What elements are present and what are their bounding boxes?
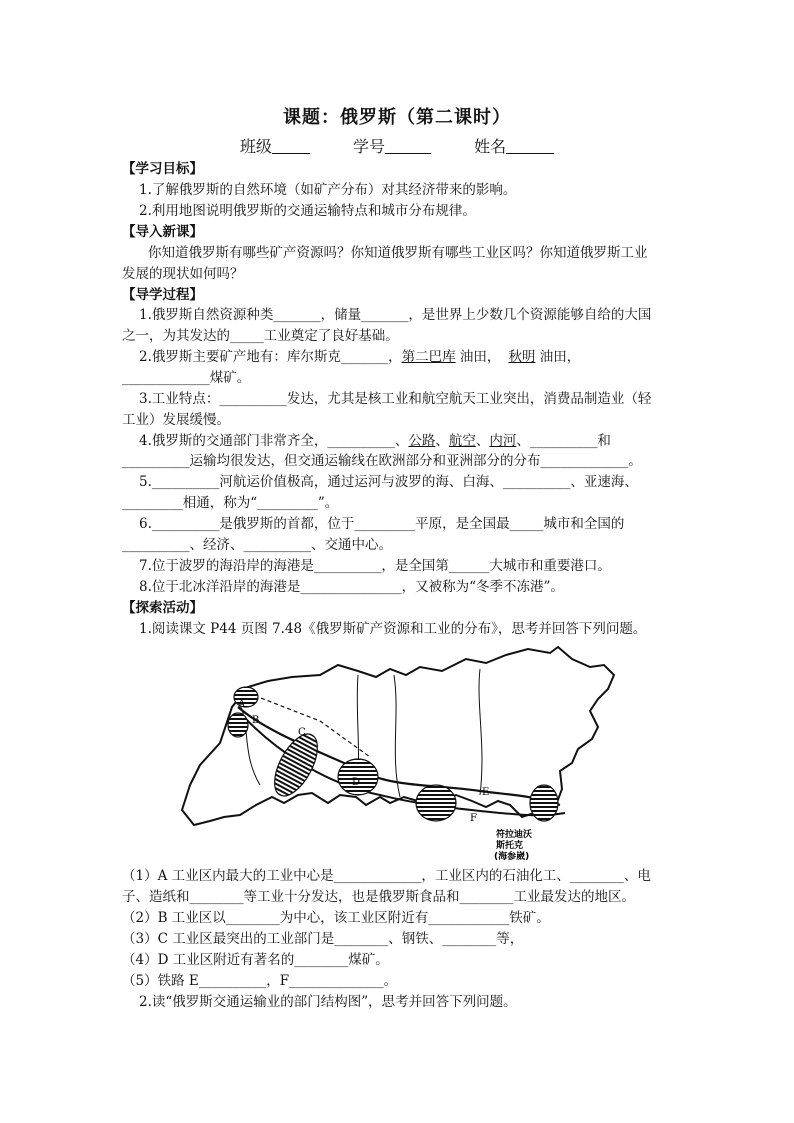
process-1b: 之一，为其发达的_____工业奠定了良好基础。 [122, 328, 399, 344]
process-4a-sep-1: 、 [435, 433, 449, 449]
process-5b: _________相通，称为“_________”。 [122, 495, 339, 511]
name-blank[interactable] [506, 137, 554, 154]
river-lena [479, 669, 482, 795]
process-2a-part3: 油田， [455, 349, 501, 365]
industrial-region-c [266, 727, 326, 802]
process-2a-underlined-1: 第二巴库 [401, 349, 456, 365]
intro-line-2: 发展的现状如何吗？ [122, 266, 244, 282]
industrial-region-b [228, 713, 248, 737]
process-4a [139, 432, 611, 450]
map-label-city-1: 符拉迪沃 [496, 830, 533, 840]
process-4a-part1: 4.俄罗斯的交通部门非常齐全，__________、 [139, 433, 409, 449]
process-6a: 6.__________是俄罗斯的首都，位于_________平原，是全国最_____城市和全国的 [139, 516, 625, 532]
process-4a-sep-2: 、 [475, 433, 490, 449]
number-label: 学号 [352, 137, 385, 156]
process-3a: 3.工业特点：__________发达，尤其是核工业和航空航天工业突出，消费品制造业（轻 [139, 391, 652, 407]
question-1b: 子、造纸和________等工业十分发达，也是俄罗斯食品和________工业最发达的地区。 [122, 889, 635, 905]
map-label-city-2: 斯托克 [496, 841, 524, 851]
process-5a: 5.__________河航运价值极高，通过运河与波罗的海、白海、__________、亚速海、 [139, 474, 638, 490]
process-4a-underlined-2: 航空 [448, 433, 476, 449]
industrial-region-far-east [530, 785, 558, 821]
class-blank[interactable] [272, 137, 310, 154]
process-4a-underlined-3: 内河 [489, 433, 517, 449]
question-2: （2）B 工业区以________为中心，该工业区附近有____________铁矿。 [122, 910, 550, 926]
process-2a-part1: 2.俄罗斯主要矿产地有：库尔斯克_______， [139, 349, 402, 365]
question-3: （3）C 工业区最突出的工业部门是________、钢铁、________等， [122, 931, 524, 947]
section-goals: 【学习目标】 [122, 161, 203, 177]
process-2a-underlined-2: 秋明 [508, 349, 536, 365]
river-yenisei [394, 675, 400, 797]
name-label: 姓名 [474, 137, 507, 156]
intro-line-1: 你知道俄罗斯有哪些矿产资源吗？你知道俄罗斯有哪些工业区吗？你知道俄罗斯工业 [148, 245, 648, 261]
question-1a: （1）A 工业区内最大的工业中心是_____________，工业区内的石油化工、________、电 [122, 868, 651, 884]
process-7: 7.位于波罗的海沿岸的海港是__________，是全国第______大城市和重要港口。 [139, 558, 611, 574]
process-4a-underlined-1: 公路 [408, 433, 436, 449]
page-title: 课题：俄罗斯（第二课时） [283, 107, 511, 128]
map-label-b: B [252, 715, 260, 726]
process-2a-part5: 油田， [535, 349, 581, 365]
goal-2: 2.利用地图说明俄罗斯的交通运输特点和城市分布规律。 [139, 203, 476, 219]
process-8: 8.位于北冰洋沿岸的海港是_______________，又被称为“冬季不冻港”。 [139, 579, 564, 595]
map-label-e: E [482, 787, 490, 798]
process-3b: 工业）发展缓慢。 [122, 412, 230, 428]
goal-1: 1.了解俄罗斯的自然环境（如矿产分布）对其经济带来的影响。 [139, 182, 517, 198]
process-6b: __________、经济、__________、交通中心。 [122, 537, 392, 553]
class-label: 班级 [239, 137, 272, 156]
industrial-region-irkutsk [416, 785, 456, 821]
number-blank[interactable] [385, 137, 431, 154]
student-info-row [0, 134, 794, 157]
map-label-f: F [470, 813, 477, 824]
map-label-a: A [238, 699, 246, 710]
process-2a [139, 348, 580, 366]
section-intro: 【导入新课】 [122, 224, 203, 240]
russia-industry-map [180, 645, 620, 865]
process-1a: 1.俄罗斯自然资源种类_______，储量_______，是世界上少数几个资源能够自给的大国 [139, 307, 652, 323]
question-4: （4）D 工业区附近有著名的________煤矿。 [122, 952, 389, 968]
question-5: （5）铁路 E__________，F______________。 [122, 973, 398, 989]
section-process: 【导学过程】 [122, 287, 203, 303]
explore-1: 1.阅读课文 P44 页图 7.48《俄罗斯矿产资源和工业的分布》，思考并回答下列问题。 [139, 621, 647, 637]
process-4b: __________运输均很发达，但交通运输线在欧洲部分和亚洲部分的分布_____________。 [122, 453, 642, 469]
section-explore: 【探索活动】 [122, 600, 203, 616]
process-4a-part7: 、__________和 [516, 433, 611, 449]
map-label-city-3: (海参崴) [494, 852, 530, 862]
process-2b: _____________煤矿。 [122, 370, 251, 386]
map-label-d: D [352, 777, 361, 788]
explore-2: 2.读“俄罗斯交通运输业的部门结构图”，思考并回答下列问题。 [139, 994, 517, 1010]
map-label-c: C [298, 727, 306, 738]
